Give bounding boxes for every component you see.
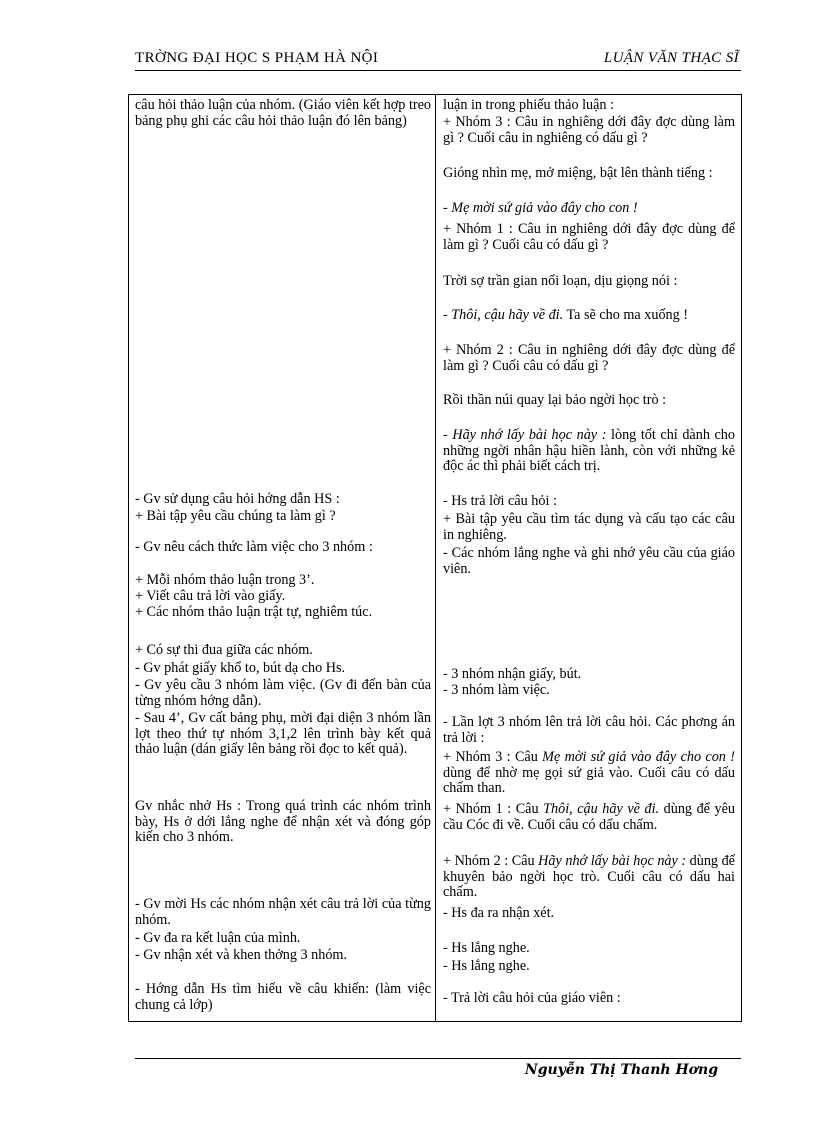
- quote-continuation: Ta sẽ cho ma xuống !: [563, 307, 688, 323]
- text-block: [443, 428, 735, 475]
- lesson-table: [128, 94, 742, 1022]
- text-block: + Mỗi nhóm thảo luận trong 3’.: [135, 572, 315, 588]
- quote-continuation: lòng tốt chỉ dành cho những ngời nhân hậu hiền lành, còn với những kẻ độc ác thì phải biết cách trị.: [443, 427, 735, 475]
- text-block: + Nhóm 1 : Câu in nghiêng dới đây đợc dùng để làm gì ? Cuối câu có dấu gì ?: [443, 221, 735, 253]
- text-block: - Hs trả lời câu hỏi :: [443, 493, 557, 509]
- text-span: dùng để yêu cầu Cóc đi về. Cuối câu có dấu chấm.: [443, 801, 735, 833]
- footer-author: Nguyễn Thị Thanh Hơng: [524, 1062, 718, 1078]
- text-block: + Các nhóm thảo luận trật tự, nghiêm túc.: [135, 604, 373, 620]
- text-block: - Các nhóm lắng nghe và ghi nhớ yêu cầu của giáo viên.: [443, 545, 735, 577]
- italic-quote: Mẹ mời sứ giả vào đây cho con !: [542, 749, 735, 765]
- text-block: Gv nhắc nhở Hs : Trong quá trình các nhóm trình bày, Hs ở dới lắng nghe để nhận xét và đóng góp kiến cho 3 nhóm.: [135, 798, 431, 846]
- text-block: [443, 802, 735, 833]
- text-block: + Bài tập yêu cầu chúng ta làm gì ?: [135, 508, 336, 524]
- italic-quote: Hãy nhớ lấy bài học này :: [538, 853, 687, 869]
- header-thesis-title: LUẬN VĂN THẠC SĨ: [603, 50, 739, 66]
- text-block: - Gv yêu cầu 3 nhóm làm việc. (Gv đi đến bàn của từng nhóm hớng dẫn).: [135, 677, 431, 709]
- text-block: Rồi thần núi quay lại bảo ngời học trò :: [443, 392, 667, 408]
- text-block: - 3 nhóm nhận giấy, bút.: [443, 666, 582, 682]
- text-block: + Nhóm 2 : Câu in nghiêng dới đây đợc dùng để làm gì ? Cuối câu có dấu gì ?: [443, 342, 735, 374]
- text-block: [443, 308, 735, 324]
- page-header: [135, 50, 741, 71]
- text-block: - Gv nêu cách thức làm việc cho 3 nhóm :: [135, 539, 373, 555]
- text-block: - Sau 4’, Gv cất bảng phụ, mời đại diện 3 nhóm lần lợt theo thứ tự nhóm 3,1,2 lên trình bày kết quả thảo luận (dán giấy lên bảng rồi đọc to kết quả).: [135, 710, 431, 758]
- text-block: - Gv sử dụng câu hỏi hớng dẫn HS :: [135, 491, 340, 507]
- text-span: + Nhóm 3 : Câu: [443, 749, 543, 765]
- italic-quote: - Thôi, cậu hãy về đi.: [443, 307, 564, 323]
- text-block: - Gv phát giấy khổ to, bút dạ cho Hs.: [135, 660, 346, 676]
- header-university: TRỜNG ĐẠI HỌC S PHẠM HÀ NỘI: [135, 50, 379, 66]
- text-block: - Gv đa ra kết luận của mình.: [135, 930, 301, 946]
- text-block: - Trả lời câu hỏi của giáo viên :: [443, 990, 621, 1006]
- text-block: luận in trong phiếu thảo luận :: [443, 97, 615, 113]
- text-block: Trời sợ trần gian nổi loạn, dịu giọng nói :: [443, 273, 678, 289]
- text-span: dùng để nhờ mẹ gọi sứ giả vào. Cuối câu có dấu chấm than.: [443, 764, 735, 797]
- text-block: - Gv nhận xét và khen thởng 3 nhóm.: [135, 947, 348, 963]
- text-span: dùng để khuyên bảo ngời học trò. Cuối câu có dấu hai chấm.: [443, 853, 735, 901]
- text-block: - Hs đa ra nhận xét.: [443, 905, 555, 921]
- text-block: - Hs lắng nghe.: [443, 958, 530, 974]
- text-block: + Bài tập yêu cầu tìm tác dụng và cấu tạo các câu in nghiêng.: [443, 511, 735, 543]
- text-block: [443, 750, 735, 797]
- text-block: - Hs lắng nghe.: [443, 940, 530, 956]
- text-block: [443, 854, 735, 901]
- footer-rule: [135, 1058, 741, 1059]
- text-block: - Gv mời Hs các nhóm nhận xét câu trả lời của từng nhóm.: [135, 896, 431, 928]
- text-block: Gióng nhìn mẹ, mở miệng, bật lên thành tiếng :: [443, 165, 713, 181]
- text-block: - 3 nhóm làm việc.: [443, 682, 550, 698]
- text-block: + Có sự thi đua giữa các nhóm.: [135, 642, 313, 658]
- text-block: + Viết câu trả lời vào giấy.: [135, 588, 286, 604]
- italic-quote: Thôi, cậu hãy về đi.: [543, 801, 660, 817]
- text-span: + Nhóm 1 : Câu: [443, 801, 544, 817]
- text-block: - Lần lợt 3 nhóm lên trả lời câu hỏi. Các phơng án trả lời :: [443, 714, 735, 746]
- italic-quote: - Hãy nhớ lấy bài học này :: [443, 427, 607, 443]
- text-block: - Hớng dẫn Hs tìm hiểu về câu khiến: (làm việc chung cả lớp): [135, 981, 431, 1013]
- text-block: câu hỏi thảo luận của nhóm. (Giáo viên kết hợp treo bảng phụ ghi các câu hỏi thảo luận đó lên bảng): [135, 97, 431, 129]
- text-block: + Nhóm 3 : Câu in nghiêng dới đây đợc dùng làm gì ? Cuối câu in nghiêng có dấu gì ?: [443, 114, 735, 146]
- text-block: - Mẹ mời sứ giả vào đây cho con !: [443, 200, 638, 216]
- text-span: + Nhóm 2 : Câu: [443, 853, 539, 869]
- column-divider: [435, 95, 436, 1021]
